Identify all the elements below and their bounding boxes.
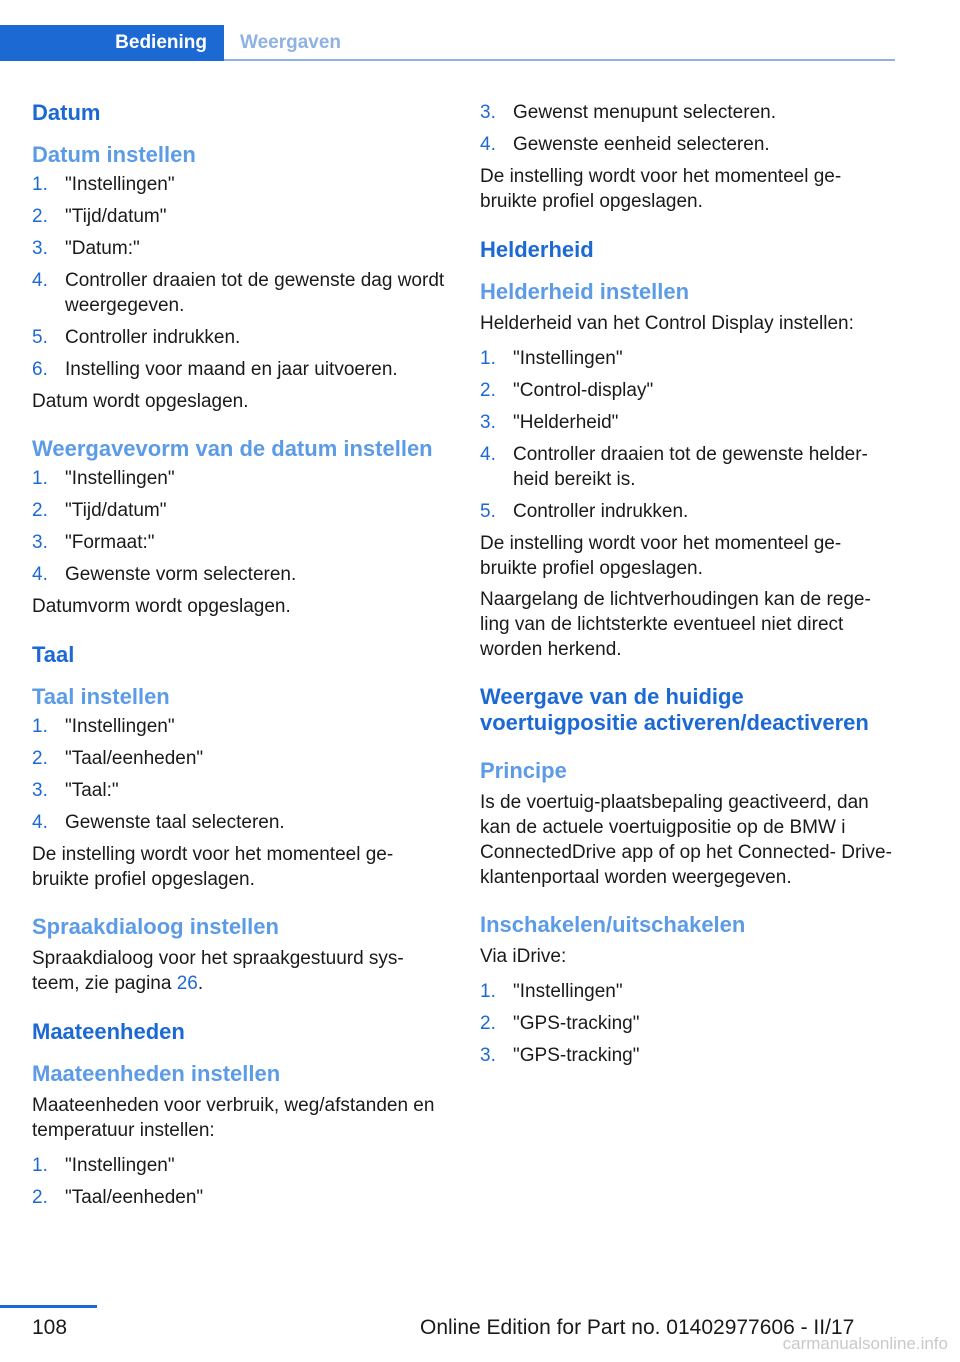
- list-item: [32, 530, 452, 555]
- list-item: [480, 442, 894, 492]
- step-text: Gewenste eenheid selecteren.: [513, 134, 770, 155]
- step-text: "Instellingen": [65, 468, 175, 489]
- list-item: [32, 357, 452, 382]
- step-text: "Control-display": [513, 380, 654, 401]
- right-column: [480, 100, 894, 1075]
- list-item: [480, 1011, 894, 1036]
- step-text: Instelling voor maand en jaar uitvoeren.: [65, 359, 398, 380]
- step-text: "Helderheid": [513, 412, 619, 433]
- step-number: 5.: [32, 327, 48, 348]
- step-text: Controller indrukken.: [513, 501, 689, 522]
- subsection-title-helderheid-instellen: Helderheid instellen: [480, 279, 690, 304]
- step-text: "Taal:": [65, 780, 119, 801]
- subsection-title-principe: Principe: [480, 758, 567, 783]
- step-text: "Instellingen": [65, 716, 175, 737]
- section-title-helderheid: Helderheid: [480, 237, 594, 262]
- footer-divider: [0, 1305, 97, 1308]
- steps-weergavevorm: [32, 466, 452, 587]
- step-text: "Tijd/datum": [65, 206, 167, 227]
- header-divider: [224, 59, 895, 61]
- list-item: [32, 498, 452, 523]
- step-text: "GPS-tracking": [513, 1013, 640, 1034]
- result-text: De instelling wordt voor het momenteel ge- bruikte profiel opgeslagen.: [32, 844, 394, 890]
- step-number: 5.: [480, 501, 496, 522]
- list-item: [480, 378, 894, 403]
- step-text: "Datum:": [65, 238, 140, 259]
- step-number: 3.: [480, 1045, 496, 1066]
- spraak-text-end: .: [197, 973, 204, 994]
- spraak-text-body: Spraakdialoog voor het spraakgestuurd sys- teem, zie pagina: [32, 948, 404, 994]
- step-text: "Instellingen": [513, 981, 623, 1002]
- step-number: 2.: [480, 1013, 496, 1034]
- section-title-maateenheden: Maateenheden: [32, 1019, 185, 1044]
- step-text: Gewenste vorm selecteren.: [65, 564, 297, 585]
- step-number: 1.: [480, 348, 496, 369]
- list-item: [32, 1185, 452, 1210]
- steps-maateenheden: [32, 1153, 452, 1210]
- step-text: Controller indrukken.: [65, 327, 241, 348]
- list-item: [32, 236, 452, 261]
- inschakelen-intro: Via iDrive:: [480, 946, 567, 967]
- step-text: Gewenste taal selecteren.: [65, 812, 285, 833]
- list-item: [32, 562, 452, 587]
- step-number: 1.: [480, 981, 496, 1002]
- step-text: "Instellingen": [65, 174, 175, 195]
- subsection-title-maateenheden-instellen: Maateenheden instellen: [32, 1061, 281, 1086]
- steps-inschakelen: [480, 979, 894, 1068]
- tab-bediening[interactable]: Bediening: [0, 25, 224, 61]
- step-text: Controller draaien tot de gewenste helder- heid bereikt is.: [513, 444, 868, 490]
- list-item: [480, 132, 894, 157]
- section-title-gps: Weergave van de huidige voertuigpositie activeren/deactiveren: [480, 684, 869, 735]
- edition-info: Online Edition for Part no. 01402977606 - II/17: [420, 1316, 855, 1339]
- step-number: 2.: [32, 206, 48, 227]
- step-number: 4.: [480, 134, 496, 155]
- steps-datum: [32, 172, 452, 382]
- step-number: 1.: [32, 1155, 48, 1176]
- result-text: Datumvorm wordt opgeslagen.: [32, 596, 291, 617]
- result-text: Datum wordt opgeslagen.: [32, 391, 249, 412]
- step-number: 2.: [32, 1187, 48, 1208]
- subsection-title-taal-instellen: Taal instellen: [32, 684, 170, 709]
- step-number: 3.: [32, 780, 48, 801]
- result-text: De instelling wordt voor het momenteel ge- bruikte profiel opgeslagen.: [480, 533, 842, 579]
- list-item: [32, 714, 452, 739]
- list-item: [480, 979, 894, 1004]
- list-item: [480, 346, 894, 371]
- tab-weergaven[interactable]: Weergaven: [240, 32, 342, 53]
- principe-text: Is de voertuig-plaatsbepaling geactiveerd, dan kan de actuele voertuigpositie op de BMW i ConnectedDrive app of op het Connected- Drive-klantenportaal worden weergegeven.: [480, 792, 892, 888]
- step-number: 3.: [32, 532, 48, 553]
- step-number: 1.: [32, 716, 48, 737]
- left-column: [32, 100, 452, 1217]
- step-number: 3.: [32, 238, 48, 259]
- section-title-taal: Taal: [32, 642, 75, 667]
- result-text: De instelling wordt voor het momenteel ge- bruikte profiel opgeslagen.: [480, 166, 842, 212]
- step-number: 2.: [480, 380, 496, 401]
- list-item: [32, 172, 452, 197]
- list-item: [32, 466, 452, 491]
- list-item: [480, 499, 894, 524]
- step-number: 3.: [480, 102, 496, 123]
- step-text: "Taal/eenheden": [65, 748, 204, 769]
- step-number: 3.: [480, 412, 496, 433]
- list-item: [480, 410, 894, 435]
- list-item: [480, 100, 894, 125]
- maat-intro: Maateenheden voor verbruik, weg/afstanden en temperatuur instellen:: [32, 1095, 435, 1141]
- step-number: 1.: [32, 468, 48, 489]
- spraak-text: [32, 946, 452, 996]
- subsection-title-inschakelen: Inschakelen/uitschakelen: [480, 912, 746, 937]
- list-item: [32, 1153, 452, 1178]
- subsection-title-weergavevorm: Weergavevorm van de datum instellen: [32, 436, 433, 461]
- helderheid-note: Naargelang de lichtverhoudingen kan de rege- ling van de lichtsterkte eventueel niet direct worden herkend.: [480, 589, 871, 660]
- watermark: carmanualsonline.info: [782, 1334, 948, 1353]
- step-number: 4.: [480, 444, 496, 465]
- step-number: 4.: [32, 812, 48, 833]
- list-item: [480, 1043, 894, 1068]
- step-text: "Formaat:": [65, 532, 155, 553]
- step-text: Controller draaien tot de gewenste dag wordt weergegeven.: [65, 270, 445, 316]
- step-text: "Instellingen": [513, 348, 623, 369]
- step-number: 1.: [32, 174, 48, 195]
- list-item: [32, 778, 452, 803]
- list-item: [32, 325, 452, 350]
- list-item: [32, 204, 452, 229]
- step-text: "Tijd/datum": [65, 500, 167, 521]
- step-number: 4.: [32, 564, 48, 585]
- list-item: [32, 268, 452, 318]
- page-number: 108: [32, 1316, 68, 1339]
- step-text: Gewenst menupunt selecteren.: [513, 102, 776, 123]
- list-item: [32, 746, 452, 771]
- steps-helderheid: [480, 346, 894, 524]
- step-text: "Taal/eenheden": [65, 1187, 204, 1208]
- step-number: 6.: [32, 359, 48, 380]
- step-number: 2.: [32, 500, 48, 521]
- list-item: [32, 810, 452, 835]
- step-text: "Instellingen": [65, 1155, 175, 1176]
- step-text: "GPS-tracking": [513, 1045, 640, 1066]
- steps-maateenheden-cont: [480, 100, 894, 157]
- header-tabs: [0, 0, 960, 62]
- section-title-datum: Datum: [32, 100, 101, 125]
- step-number: 4.: [32, 270, 48, 291]
- steps-taal: [32, 714, 452, 835]
- subsection-title-spraakdialoog: Spraakdialoog instellen: [32, 914, 279, 939]
- subsection-title-datum-instellen: Datum instellen: [32, 142, 196, 167]
- helderheid-intro: Helderheid van het Control Display instellen:: [480, 313, 854, 334]
- step-number: 2.: [32, 748, 48, 769]
- page-reference-link[interactable]: 26: [176, 973, 198, 994]
